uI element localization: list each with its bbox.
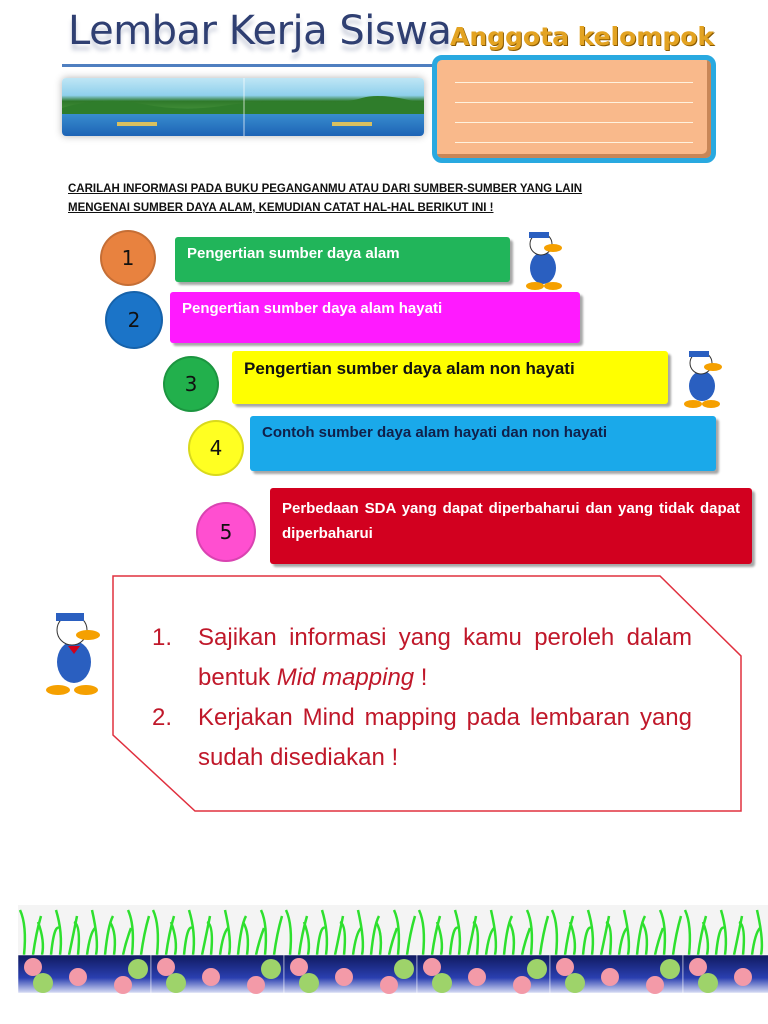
grass-pond-border xyxy=(18,905,768,995)
number-circle: 5 xyxy=(196,502,256,562)
task-item: 1. Sajikan informasi yang kamu peroleh dalam bentuk Mid mapping ! xyxy=(152,624,692,691)
topic-bar: Contoh sumber daya alam hayati dan non hayati xyxy=(250,416,716,471)
number-circle: 2 xyxy=(105,291,163,349)
members-box[interactable] xyxy=(432,55,716,163)
donald-duck-icon xyxy=(675,348,730,410)
instruction-text xyxy=(68,180,582,218)
topic-bar: Pengertian sumber daya alam xyxy=(175,237,510,282)
donald-duck-icon xyxy=(38,610,110,700)
number-circle: 3 xyxy=(163,356,219,412)
instruction-line: MENGENAI SUMBER DAYA ALAM, KEMUDIAN CATAT HAL-HAL BERIKUT INI ! xyxy=(68,202,494,214)
topic-bar: Pengertian sumber daya alam hayati xyxy=(170,292,580,343)
task-list xyxy=(152,618,692,778)
number-circle: 4 xyxy=(188,420,244,476)
lake-image xyxy=(62,78,424,136)
divider xyxy=(62,64,440,67)
page-title: Lembar Kerja Siswa xyxy=(68,8,452,54)
number-circle: 1 xyxy=(100,230,156,286)
topic-bar: Pengertian sumber daya alam non hayati xyxy=(232,351,668,404)
instruction-line: CARILAH INFORMASI PADA BUKU PEGANGANMU ATAU DARI SUMBER-SUMBER YANG LAIN xyxy=(68,183,583,195)
task-item: 2. Kerjakan Mind mapping pada lembaran yang sudah disediakan ! xyxy=(152,704,692,771)
donald-duck-icon xyxy=(515,228,573,292)
topic-bar: Perbedaan SDA yang dapat diperbaharui dan yang tidak dapat diperbaharui xyxy=(270,488,752,564)
members-label: Anggota kelompok xyxy=(450,22,715,51)
